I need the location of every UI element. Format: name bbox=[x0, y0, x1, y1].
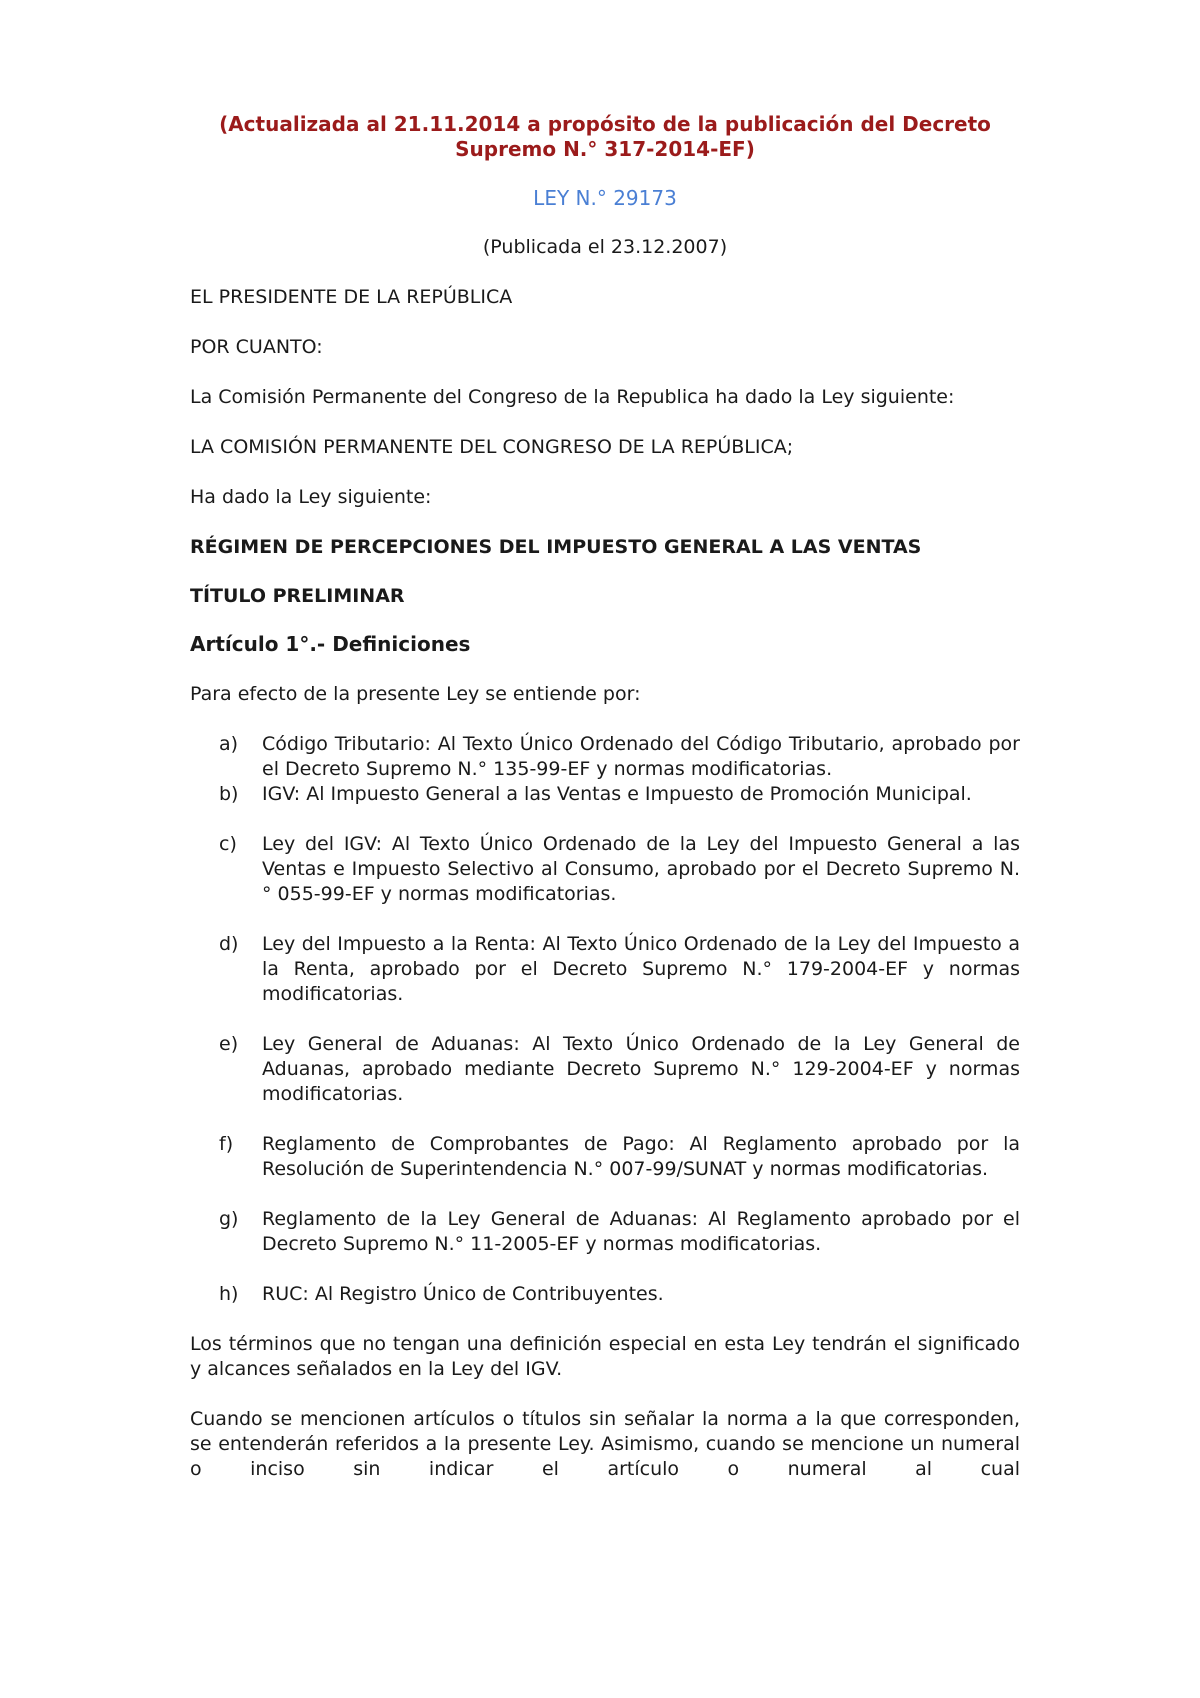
article-heading: Artículo 1°.- Definiciones bbox=[190, 632, 471, 656]
commission-gave-line: La Comisión Permanente del Congreso de la Republica ha dado la Ley siguiente: bbox=[190, 386, 955, 408]
list-item bbox=[190, 732, 1020, 782]
terms-paragraph: Los términos que no tengan una definición especial en esta Ley tendrán el significado y alcances señalados en la Ley del IGV. bbox=[190, 1333, 1020, 1380]
list-item-text: Ley del IGV: Al Texto Único Ordenado de la Ley del Impuesto General a las Ventas e Impuesto Selectivo al Consumo, aprobado por el Decreto Supremo N.° 055-99-EF y normas modificatorias. bbox=[262, 833, 1020, 905]
ha-dado-line: Ha dado la Ley siguiente: bbox=[190, 486, 432, 508]
list-item bbox=[190, 1132, 1020, 1182]
list-item bbox=[190, 1032, 1020, 1107]
list-item-letter: b) bbox=[219, 783, 239, 805]
list-item-letter: e) bbox=[219, 1033, 239, 1055]
regime-title: RÉGIMEN DE PERCEPCIONES DEL IMPUESTO GENERAL A LAS VENTAS bbox=[190, 536, 922, 558]
por-cuanto: POR CUANTO: bbox=[190, 336, 323, 358]
title-preliminar: TÍTULO PRELIMINAR bbox=[190, 585, 405, 607]
mentions-paragraph: Cuando se mencionen artículos o títulos sin señalar la norma a la que corresponden, se entenderán referidos a la presente Ley. Asimismo, cuando se mencione un numeral o inciso sin indicar el artículo o numeral al cual bbox=[190, 1408, 1020, 1480]
list-item bbox=[190, 1282, 1020, 1307]
list-item-letter: a) bbox=[219, 733, 239, 755]
list-item-letter: h) bbox=[219, 1283, 239, 1305]
law-number: LEY N.° 29173 bbox=[533, 186, 677, 210]
list-item-letter: d) bbox=[219, 933, 239, 955]
list-item-text: Ley General de Aduanas: Al Texto Único Ordenado de la Ley General de Aduanas, aprobado mediante Decreto Supremo N.° 129-2004-EF y normas modificatorias. bbox=[262, 1033, 1020, 1105]
list-item-letter: g) bbox=[219, 1208, 239, 1230]
article-intro: Para efecto de la presente Ley se entiende por: bbox=[190, 683, 641, 705]
list-item bbox=[190, 832, 1020, 907]
list-item-text: Ley del Impuesto a la Renta: Al Texto Único Ordenado de la Ley del Impuesto a la Renta, aprobado por el Decreto Supremo N.° 179-2004-EF y normas modificatorias. bbox=[262, 933, 1020, 1005]
president-line: EL PRESIDENTE DE LA REPÚBLICA bbox=[190, 286, 513, 308]
list-item-text: Código Tributario: Al Texto Único Ordenado del Código Tributario, aprobado por el Decreto Supremo N.° 135-99-EF y normas modificatorias. bbox=[262, 733, 1020, 780]
list-item-letter: c) bbox=[219, 833, 237, 855]
list-item bbox=[190, 1207, 1020, 1257]
list-item-text: Reglamento de la Ley General de Aduanas: Al Reglamento aprobado por el Decreto Supremo N.° 11-2005-EF y normas modificatorias. bbox=[262, 1208, 1020, 1255]
update-note: (Actualizada al 21.11.2014 a propósito de la publicación del Decreto Supremo N.° 317-2014-EF) bbox=[219, 112, 991, 161]
list-item-letter: f) bbox=[219, 1133, 234, 1155]
list-item bbox=[190, 782, 1020, 807]
commission-line: LA COMISIÓN PERMANENTE DEL CONGRESO DE LA REPÚBLICA; bbox=[190, 436, 794, 458]
list-item bbox=[190, 932, 1020, 1007]
list-item-text: RUC: Al Registro Único de Contribuyentes. bbox=[262, 1283, 664, 1305]
definitions-list bbox=[190, 732, 1020, 1307]
list-item-text: Reglamento de Comprobantes de Pago: Al Reglamento aprobado por la Resolución de Superintendencia N.° 007-99/SUNAT y normas modificatorias. bbox=[262, 1133, 1020, 1180]
list-item-text: IGV: Al Impuesto General a las Ventas e Impuesto de Promoción Municipal. bbox=[262, 783, 972, 805]
publication-date: (Publicada el 23.12.2007) bbox=[482, 236, 728, 258]
